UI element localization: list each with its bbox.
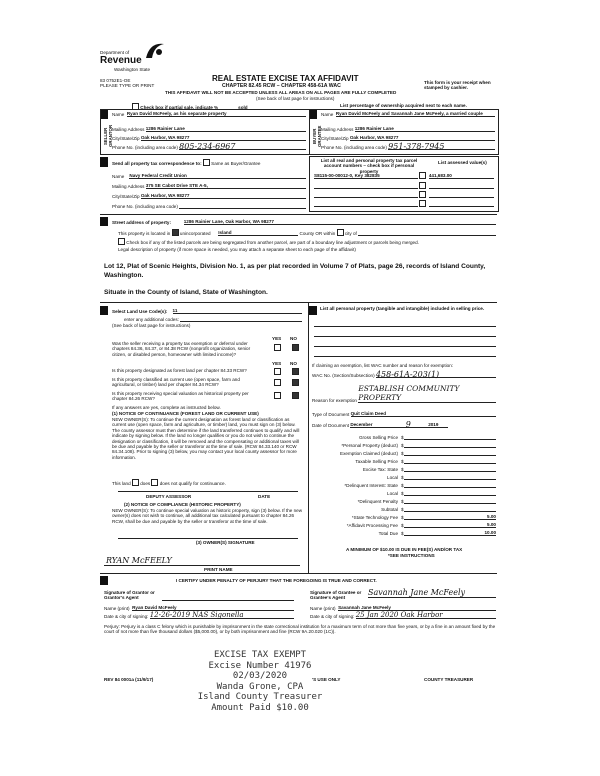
tax-row-label: *Personal Property (deduct) [341, 442, 398, 448]
parcel-personal-checkbox-2[interactable] [419, 182, 426, 189]
grantee-signature-label: Signature of Grantee or Grantee's Agent [310, 590, 362, 601]
street-label: Street address of property: [112, 220, 171, 225]
receipt-note: This form is your receipt when stamped by cashier. [424, 80, 491, 91]
corr-phone-row [112, 203, 306, 209]
doc-day-field[interactable]: 9 [398, 422, 418, 428]
buyer-city-field[interactable]: Oak Harbor, WA 98277 [350, 135, 495, 141]
corr-phone-field[interactable] [179, 203, 306, 209]
tax-row-currency: $ [401, 514, 404, 520]
seller-name-row [112, 111, 306, 117]
partial-sale-label: Check box if partial sale, indicate % [140, 104, 219, 110]
buyer-city-label: City/State/Zip [321, 136, 349, 141]
q3-no-checkbox[interactable] [292, 379, 299, 386]
street-address-field[interactable]: 1286 Rainier Lane, Oak Harbor, WA 98277 [184, 219, 496, 225]
yes-header-2: YES [272, 361, 282, 366]
q2-no-checkbox[interactable] [292, 368, 299, 375]
corr-mailing-row [112, 183, 306, 189]
q4-no-checkbox[interactable] [292, 392, 299, 399]
street-row [112, 219, 496, 225]
owner-signature-label: (3) OWNER(S) SIGNATURE [196, 540, 255, 545]
tax-row-label: *Affidavit Processing Fee [346, 522, 398, 528]
seller-phone-field[interactable]: 805-234-6967 [179, 144, 306, 150]
tax-row-value[interactable] [404, 506, 496, 512]
located-row [118, 229, 496, 236]
buyer-city-row [321, 135, 495, 141]
print-name-label: PRINT NAME [204, 567, 233, 572]
tax-row [312, 440, 496, 448]
buyer-mailing-label: Mailing Address [321, 127, 354, 132]
land-use-label: Select Land Use Code(s): [112, 309, 168, 314]
center-divider [308, 302, 309, 573]
legal-description-2: Situate in the County of Island, State of Washington. [104, 289, 268, 296]
form-see-back: (See back of last page for instructions) [256, 96, 335, 101]
corr-name-field[interactable]: Navy Federal Credit Union [129, 173, 306, 179]
tax-row-label: Subtotal [381, 506, 398, 512]
personal-property-line-2[interactable] [314, 336, 496, 337]
parcel-row-3 [314, 191, 494, 198]
buyer-name-field[interactable]: Ryan David McFeely and Savannah Jane McFeely, a married couple [336, 111, 495, 117]
tax-row [312, 528, 496, 536]
buyer-name-label: Name [321, 112, 334, 117]
buyer-vertical-label: BUYER GRANTEE [312, 125, 322, 147]
assessed-value-1[interactable]: 441,683.00 [429, 173, 494, 179]
notice-2-body: NEW OWNER(S): To continue special valuation as historic property, sign (3) below. If the new owner(s) does not wish to continue, all additional tax calculated pursuant to chapter 84.26 RCW, shall be due and payable by the seller or transferor at the time of sale. [112, 508, 303, 524]
tax-row [312, 520, 496, 528]
date-label: DATE [258, 494, 271, 499]
tax-row [312, 472, 496, 480]
seller-city-label: City/State/Zip [112, 136, 140, 141]
notice-1-body: NEW OWNER(S): To continue the current designation as forest land or classification as current use (open space, farm and agriculture, or timber) land, you must sign on (3) below. The county assessor must then determine if the land transferred continues to qualify and will indicate by signing below. If the land no longer qualifies or you do not wish to continue the designation or classification, it will be removed and the compensating or additional taxes will be due and payable by the seller or transferor at the time of sale. (RCW 84.33.140 or RCW 84.34.108). Prior to signing (3) below, you may contact your local county assessor for more information. [112, 417, 300, 460]
tax-row-currency: $ [401, 466, 404, 472]
corr-name-row [112, 173, 306, 179]
wac-label: WAC No. (Section/Subsection) [312, 373, 375, 378]
dept-line1: Department of [100, 50, 130, 55]
printed-name-handwritten: RYAN McFEELY [106, 556, 172, 565]
personal-property-line-4[interactable] [314, 356, 496, 357]
question-3: Is this property classified as current use (open space, farm and agricultural, or timber) land per chapter 84.34 RCW? [112, 377, 240, 388]
tax-row-value[interactable] [404, 442, 496, 448]
if-yes-note: If any answers are yes, complete as instructed below. [112, 405, 221, 410]
yes-header-1: YES [272, 336, 282, 341]
parcel-number-2[interactable] [314, 183, 418, 189]
tax-row-label: *Delinquent Interest: State [344, 482, 398, 488]
assessed-header: List assessed value(s) [438, 160, 487, 165]
certify-statement: I CERTIFY UNDER PENALTY OF PERJURY THAT THE FOREGOING IS TRUE AND CORRECT. [176, 578, 377, 583]
segregated-checkbox[interactable] [118, 238, 125, 245]
grantor-date-row [104, 613, 294, 619]
wac-row [312, 372, 496, 378]
city-of-field[interactable] [358, 230, 496, 236]
notice-1-title: (1) NOTICE OF CONTINUANCE (FOREST LAND OR CURRENT USE) [112, 411, 259, 416]
personal-property-label: List all personal property (tangible and intangible) included in selling price. [320, 306, 485, 311]
street-bar [100, 217, 108, 226]
tax-row-value[interactable] [404, 434, 496, 440]
correspondence-label: Send all property tax correspondence to: [112, 160, 202, 166]
tax-row-value[interactable]: 5.00 [404, 522, 496, 528]
q1-yes-checkbox[interactable] [274, 344, 281, 351]
corr-mailing-field[interactable]: 375 SE Cabot Drive STE A-5, [146, 183, 306, 189]
perjury-statement: Perjury: Perjury is a class C felony which is punishable by imprisonment in the state correctional institution for a maximum term of not more than five years, or by a fine in an amount fixed by the court of not more than five thousand dollars ($5,000.00), or by both imprisonment and fine (RCW 9A.20.020 (1C)). [104, 624, 496, 635]
dept-line2: Revenue [100, 55, 142, 66]
question-1: Was the seller receiving a property tax exemption or deferral under chapters 84.36, 84.37, or 84.38 RCW (nonprofit organization, senior citizen, or disabled person, homeowner with limited income)? [112, 341, 251, 357]
tax-row-value[interactable] [404, 482, 496, 488]
revenue-logo-mark [144, 40, 166, 60]
grantee-name-label: Name (print) [310, 606, 336, 611]
additional-codes-field[interactable] [180, 316, 302, 322]
qualify-row [112, 479, 226, 486]
doc-month-field[interactable]: December [350, 422, 398, 428]
tax-row-label: Total Due [378, 530, 398, 536]
reason-field[interactable]: ESTABLISH COMMUNITY PROPERTY [358, 384, 496, 403]
tax-row-currency: $ [401, 442, 404, 448]
segregated-label: Check box if any of the listed parcels are being segregated from another parcel, are part of a boundary line adjustment or parcels being merged. [126, 239, 419, 245]
stamp-line-6: Amount Paid $10.00 [211, 702, 309, 713]
tax-row-currency: $ [401, 482, 404, 488]
land-use-row [112, 308, 302, 314]
same-as-buyer-label: Same as Buyer/Grantee [211, 160, 261, 166]
city-of-label: city of [344, 230, 357, 236]
form-chapter: CHAPTER 82.45 RCW – CHAPTER 458-61A WAC [222, 83, 341, 89]
buyer-phone-row [321, 144, 495, 150]
q1-no-checkbox[interactable] [292, 344, 299, 351]
corr-name-label: Name [112, 174, 125, 179]
tax-row [312, 480, 496, 488]
wac-field[interactable]: 458-61A-203(1) [376, 372, 496, 378]
reason-label: Reason for exemption [312, 397, 357, 403]
owner-signature-line[interactable] [118, 538, 298, 539]
stamp-line-5: Island County Treasurer [197, 692, 323, 702]
grantor-date-label: Date & city of signing: [104, 614, 149, 619]
buyer-phone-field[interactable]: 951-378-7945 [388, 144, 495, 150]
tax-row-label: Excise Tax: State [362, 466, 398, 472]
located-label: This property is located in [118, 230, 171, 236]
seller-name-field[interactable]: Ryan David McFeely, as his separate property [127, 111, 306, 117]
correspondence-row [112, 159, 260, 166]
doc-type-row [312, 411, 496, 417]
grantee-date-label: Date & city of signing: [310, 614, 355, 619]
notice-2-title: (2) NOTICE OF COMPLIANCE (HISTORIC PROPERTY) [124, 502, 241, 507]
additional-codes-row [124, 316, 302, 322]
assessed-value-3[interactable] [429, 192, 494, 198]
tax-row-label: Local [387, 490, 398, 496]
q2-yes-checkbox[interactable] [274, 368, 281, 375]
land-use-see-back: (See back of last page for instructions) [112, 323, 191, 328]
corr-city-row [112, 193, 306, 199]
parcel-row-1 [314, 172, 494, 179]
buyer-mailing-field[interactable]: 1286 Rainier Lane [355, 126, 495, 132]
assessed-value-4[interactable] [429, 201, 494, 207]
parcel-number-1[interactable]: S8115-00-00012-0, Key 382835 [314, 173, 418, 179]
land-use-divider [100, 302, 497, 303]
seller-phone-row [112, 144, 306, 150]
grantor-name-field[interactable]: Ryan David McFeely [132, 605, 294, 611]
tax-row [312, 488, 496, 496]
tax-row-value[interactable] [404, 498, 496, 504]
no-header-1: NO [290, 336, 297, 341]
tax-row-label: *Delinquent Penalty [357, 498, 398, 504]
doc-date-label: Date of Document [312, 423, 350, 428]
dept-line3: Washington State [114, 67, 151, 72]
certify-divider [100, 573, 497, 574]
see-instructions: *SEE INSTRUCTIONS [388, 553, 435, 558]
corr-city-field[interactable]: Oak Harbor, WA 98277 [141, 193, 306, 199]
form-id: 83 0752E1-OE [100, 78, 131, 83]
stamp-line-2: Excise Number 41976 [208, 660, 312, 671]
tax-row-value[interactable] [404, 458, 496, 464]
personal-property-line-1[interactable] [314, 326, 496, 327]
tax-row [312, 496, 496, 504]
seller-name-label: Name [112, 112, 125, 117]
corr-city-label: City/State/Zip [112, 194, 140, 199]
grantor-date-field[interactable]: 12-26-2019 NAS Sigonella [150, 613, 294, 619]
form-title: REAL ESTATE EXCISE TAX AFFIDAVIT [212, 74, 359, 83]
county-treasurer-label: COUNTY TREASURER [424, 677, 474, 682]
tax-row-label: Local [387, 474, 398, 480]
personal-property-bar [309, 306, 317, 315]
no-header-2: NO [290, 361, 297, 366]
parcel-personal-checkbox-3[interactable] [419, 191, 426, 198]
grantee-date-field[interactable]: 25 Jan 2020 Oak Harbor [356, 613, 496, 619]
deputy-assessor-line[interactable] [118, 491, 298, 492]
minimum-note: A MINIMUM OF $10.00 IS DUE IN FEE(S) AND/OR TAX [346, 547, 463, 552]
tax-calculation [312, 432, 496, 536]
does-checkbox[interactable] [132, 479, 139, 486]
deputy-assessor-label: DEPUTY ASSESSOR [146, 494, 192, 499]
exemption-claiming-label: If claiming an exemption, list WAC number and reason for exemption: [312, 363, 454, 368]
stamp-line-3: 02/03/2020 [232, 671, 288, 681]
seller-phone-label: Phone No. (including area code) [112, 145, 178, 150]
tax-row-currency: $ [401, 522, 404, 528]
tax-row-currency: $ [401, 458, 404, 464]
unincorporated-checkbox[interactable] [172, 229, 179, 236]
grantor-signature-line[interactable] [162, 600, 294, 601]
form-warning: THIS AFFIDAVIT WILL NOT BE ACCEPTED UNLESS ALL AREAS ON ALL PAGES ARE FULLY COMPLETED [165, 90, 397, 95]
tax-row-value[interactable]: 10.00 [404, 530, 496, 536]
tax-row-currency: $ [401, 530, 404, 536]
grantee-signature-field[interactable]: Savannah Jane McFeely [368, 588, 496, 598]
grantor-signature-label: Signature of Grantor or Grantor's Agent [104, 590, 155, 601]
seller-mailing-label: Mailing Address [112, 127, 145, 132]
land-use-code[interactable]: 11 [173, 308, 302, 314]
ownership-pct-label: List percentage of ownership acquired next to each name. [340, 103, 467, 108]
buyer-name-row [321, 111, 495, 117]
tax-row-value[interactable] [404, 474, 496, 480]
same-as-buyer-checkbox[interactable] [203, 159, 210, 166]
tax-row [312, 456, 496, 464]
tax-row-label: Gross Selling Price [358, 434, 398, 440]
q3-yes-checkbox[interactable] [274, 379, 281, 386]
print-name-line[interactable] [104, 565, 300, 566]
question-4: Is this property receiving special valuation as historical property per chapter 84.26 RCW? [112, 391, 249, 402]
tax-row-label: *State Technology Fee [351, 514, 398, 520]
land-use-bar [100, 306, 108, 315]
segregated-row [118, 238, 496, 245]
parcels-header: List all real and personal property tax parcel account numbers – check box if personal property [320, 158, 418, 174]
doc-date-row [312, 422, 496, 428]
parcel-number-4[interactable] [314, 201, 418, 207]
doc-year-field[interactable]: 2019 [418, 422, 448, 428]
qualify-label: This land [112, 480, 131, 486]
seller-city-row [112, 135, 306, 141]
q4-yes-checkbox[interactable] [274, 392, 281, 399]
parcel-personal-checkbox-4[interactable] [419, 200, 426, 207]
tax-row [312, 504, 496, 512]
tax-row-currency: $ [401, 434, 404, 440]
rev-number: REV 84 0001a (11/9/17) [104, 677, 154, 682]
sold-label: sold [238, 104, 248, 110]
grantee-date-row [310, 613, 496, 619]
seller-mailing-row [112, 126, 306, 132]
does-not-label: does not qualify for continuance. [159, 480, 226, 486]
buyer-phone-label: Phone No. (including area code) [321, 145, 387, 150]
question-2: Is this property designated as forest land per chapter 84.33 RCW? [112, 368, 247, 373]
tax-row-currency: $ [401, 474, 404, 480]
tax-row-value[interactable] [404, 490, 496, 496]
tax-row-currency: $ [401, 490, 404, 496]
tax-row-value[interactable] [404, 450, 496, 456]
exempt-stamp [190, 650, 330, 713]
tax-row-value[interactable] [404, 466, 496, 472]
doc-type-label: Type of Document [312, 412, 350, 417]
street-divider [100, 214, 497, 215]
please-type: PLEASE TYPE OR PRINT [100, 83, 155, 88]
tax-row-currency: $ [401, 498, 404, 504]
does-not-checkbox[interactable] [151, 479, 158, 486]
certify-bar [100, 576, 108, 585]
does-label: does [140, 480, 151, 486]
tax-row-label: Exemption Claimed (deduct) [340, 450, 398, 456]
revenue-logo [100, 40, 170, 74]
buyer-mailing-row [321, 126, 495, 132]
tax-row-currency: $ [401, 506, 404, 512]
tax-row [312, 432, 496, 440]
tax-row [312, 464, 496, 472]
doc-type-field[interactable]: Quit Claim Deed [351, 411, 496, 417]
parcel-row-2 [314, 182, 494, 189]
county-label: County OR within [299, 230, 336, 236]
seller-vertical-label: SELLER GRANTOR [103, 124, 113, 148]
parcel-number-3[interactable] [314, 192, 418, 198]
reason-row [312, 384, 496, 403]
stamp-line-4: Wanda Grone, CPA [216, 681, 304, 692]
corr-mailing-label: Mailing Address [112, 184, 145, 189]
county-field[interactable]: Island [218, 230, 298, 236]
personal-property-line-3[interactable] [314, 346, 496, 347]
parcel-personal-checkbox-1[interactable] [419, 172, 426, 179]
assessed-value-2[interactable] [429, 183, 494, 189]
seller-city-field[interactable]: Oak Harbor, WA 98277 [141, 135, 306, 141]
stamp-line-1: EXCISE TAX EXEMPT [213, 650, 307, 660]
corr-phone-label: Phone No. (including area code) [112, 203, 178, 209]
parcel-row-4 [314, 200, 494, 207]
grantee-name-field[interactable]: Savannah Jane McFeely [338, 605, 496, 611]
tax-row-label: Taxable Selling Price [355, 458, 398, 464]
unincorporated-label: unincorporated [179, 230, 211, 236]
legal-description-1: Lot 12, Plat of Scenic Heights, Division No. 1, as per plat recorded in Volume 7 of Plats, page 26, records of Island County, Washington. [104, 263, 486, 279]
tax-row [312, 512, 496, 520]
additional-codes-label: enter any additional codes: [124, 316, 179, 322]
seller-mailing-field[interactable]: 1286 Rainier Lane [146, 126, 306, 132]
use-only-label: 'S USE ONLY [312, 677, 341, 682]
legal-desc-label: Legal description of property (if more space is needed, you may attach a separate sheet to each page of the affidavit) [118, 247, 356, 252]
grantor-name-label: Name (print) [104, 606, 130, 611]
tax-row-value[interactable]: 5.00 [404, 514, 496, 520]
tax-row [312, 448, 496, 456]
city-checkbox[interactable] [337, 229, 344, 236]
correspondence-bar [100, 157, 108, 167]
tax-row-currency: $ [401, 450, 404, 456]
